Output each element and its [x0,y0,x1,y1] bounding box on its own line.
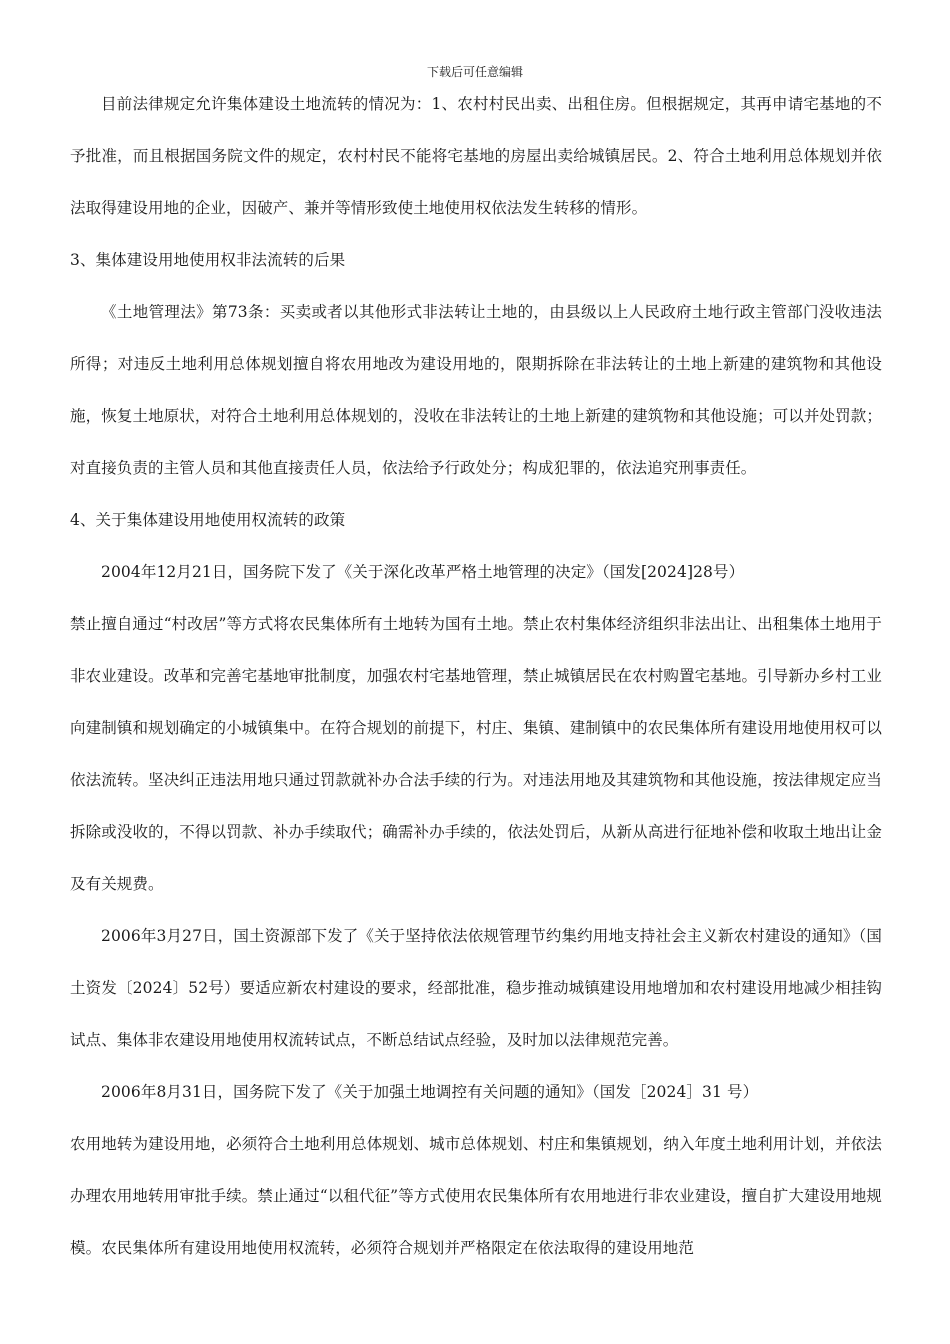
paragraph-legal-circumstances: 目前法律规定允许集体建设土地流转的情况为：1、农村村民出卖、出租住房。但根据规定，其再申请宅基地的不予批准，而且根据国务院文件的规定，农村村民不能将宅基地的房屋出卖给城镇居民。2、符合土地利用总体规划并依法取得建设用地的企业，因破产、兼并等情形致使土地使用权依法发生转移的情形。 [70,95,882,217]
paragraph-2004-decision-title: 2004年12月21日，国务院下发了《关于深化改革严格土地管理的决定》（国发[2024]28号） [101,563,745,581]
section-heading-4: 4、关于集体建设用地使用权流转的政策 [70,511,346,529]
paragraph-2004-decision-body: 禁止擅自通过“村改居”等方式将农民集体所有土地转为国有土地。禁止农村集体经济组织非法出让、出租集体土地用于非农业建设。改革和完善宅基地审批制度，加强农村宅基地管理，禁止城镇居民在农村购置宅基地。引导新办乡村工业向建制镇和规划确定的小城镇集中。在符合规划的前提下，村庄、集镇、建制镇中的农民集体所有建设用地使用权可以依法流转。坚决纠正违法用地只通过罚款就补办合法手续的行为。对违法用地及其建筑物和其他设施，按法律规定应当拆除或没收的，不得以罚款、补办手续取代；确需补办手续的，依法处罚后，从新从高进行征地补偿和收取土地出让金及有关规费。 [70,615,882,893]
paragraph-2006-march-notice: 2006年3月27日，国土资源部下发了《关于坚持依法依规管理节约集约用地支持社会主义新农村建设的通知》（国土资发〔2024〕52号）要适应新农村建设的要求，经部批准，稳步推动城镇建设用地增加和农村建设用地减少相挂钩试点、集体非农建设用地使用权流转试点，不断总结试点经验，及时加以法律规范完善。 [70,927,882,1049]
page-header-note: 下载后可任意编辑 [426,65,523,79]
paragraph-2006-august-notice-body: 农用地转为建设用地，必须符合土地利用总体规划、城市总体规划、村庄和集镇规划，纳入年度土地利用计划，并依法办理农用地转用审批手续。禁止通过“以租代征”等方式使用农民集体所有农用地进行非农业建设，擅自扩大建设用地规模。农民集体所有建设用地使用权流转，必须符合规划并严格限定在依法取得的建设用地范 [70,1135,882,1257]
paragraph-land-law-article-73: 《土地管理法》第73条：买卖或者以其他形式非法转让土地的，由县级以上人民政府土地行政主管部门没收违法所得；对违反土地利用总体规划擅自将农用地改为建设用地的，限期拆除在非法转让的土地上新建的建筑物和其他设施，恢复土地原状，对符合土地利用总体规划的，没收在非法转让的土地上新建的建筑物和其他设施；可以并处罚款；对直接负责的主管人员和其他直接责任人员，依法给予行政处分；构成犯罪的，依法追究刑事责任。 [70,303,882,477]
document-body [70,78,882,1274]
paragraph-2006-august-notice-title: 2006年8月31日，国务院下发了《关于加强土地调控有关问题的通知》（国发［2024］31 号） [101,1083,759,1101]
section-heading-3: 3、集体建设用地使用权非法流转的后果 [70,251,346,269]
